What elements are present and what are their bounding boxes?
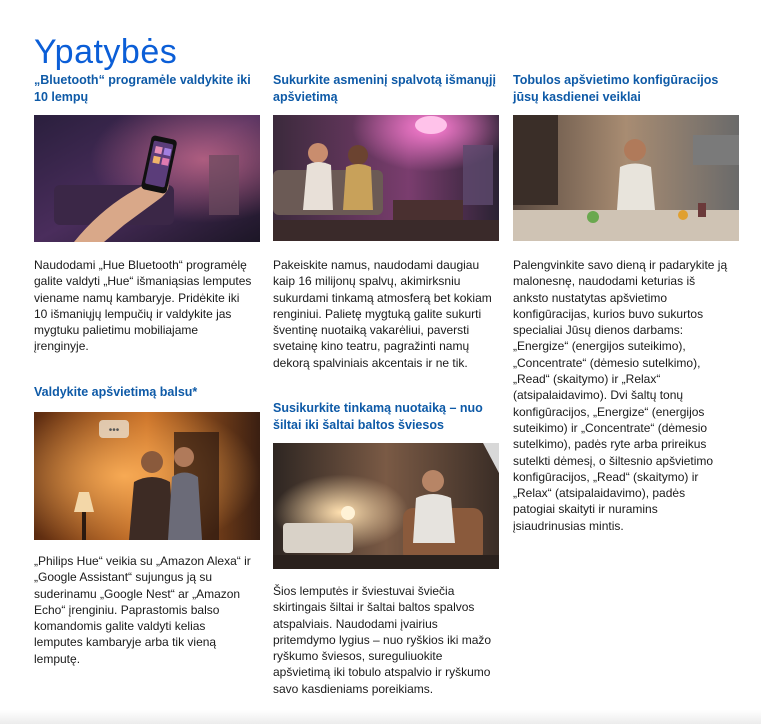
feature-body-voice: „Philips Hue“ veikia su „Amazon Alexa“ ir „Google Assistant“ sujungus ją su suderinamu „Google Nest“ ar „Amazon Echo“ įrenginiu. Paprastomis balso komandomis galite valdyti kelias lemputes kambaryje arba tik vieną lemputę. bbox=[34, 554, 251, 666]
page-title: Ypatybės bbox=[34, 32, 178, 71]
photo-bluetooth-app bbox=[34, 115, 260, 242]
photo-kitchen-scenes bbox=[513, 115, 739, 241]
feature-title-color: Sukurkite asmeninį spalvotą išmanųjį apšvietimą bbox=[273, 73, 496, 104]
bottom-fade bbox=[0, 710, 761, 724]
column-2 bbox=[273, 72, 501, 702]
column-3 bbox=[513, 72, 741, 572]
feature-title-white: Susikurkite tinkamą nuotaiką – nuo šiltai iki šaltai baltos šviesos bbox=[273, 401, 483, 432]
feature-title-bluetooth: „Bluetooth“ programėle valdykite iki 10 lempų bbox=[34, 73, 251, 104]
column-1 bbox=[34, 72, 262, 672]
feature-body-white: Šios lemputės ir šviestuvai šviečia skirtingais šiltai ir šaltai baltos spalvos atspalviais. Naudodami įvairius pritemdymo lygius – nuo ryškios iki mažo ryškumo šviesos, sureguliuokite apšvietimą iki tobulo atspalvio ir ryškumo savo kasdieniams poreikiams. bbox=[273, 584, 492, 696]
photo-white-ambiance bbox=[273, 443, 499, 569]
feature-body-scenes: Palengvinkite savo dieną ir padarykite ją malonesnę, naudodami keturias iš anksto nustatytas apšvietimo konfigūracijas, kurios buvo sukurtos specialiai Jūsų dienos darbams: „Energize“ (energijos suteikimo), „Concentrate“ (dėmesio sutelkimo), „Read“ (skaitymo) ir „Relax“ (atsipalaidavimo). Dvi šaltų tonų konfigūracijos, „Energize“ (energijos suteikimo) ir „Concentrate“ (dėmesio sutelkimo), padės ryte arba prireikus sutelkti dėmesį, o šiltesnio apšvietimo konfigūracijos, „Read“ (skaitymo) ir „Relax“ (atsipalaidavimo), padės patogiai skaityti ir nuramins įsiaudrinusias mintis. bbox=[513, 258, 728, 533]
speaker-notification-badge: ••• bbox=[108, 425, 120, 436]
photo-colour-lighting bbox=[273, 115, 499, 241]
feature-body-bluetooth: Naudodami „Hue Bluetooth“ programėlę galite valdyti „Hue“ išmaniąsias lemputes viename namų kambaryje. Pridėkite iki 10 išmaniųjų lempučių ir valdykite jas mygtuku palietimu mobiliajame įrenginyje. bbox=[34, 258, 252, 354]
feature-title-voice: Valdykite apšvietimą balsu* bbox=[34, 385, 198, 399]
photo-voice-control bbox=[34, 412, 260, 540]
feature-body-color: Pakeiskite namus, naudodami daugiau kaip 16 milijonų spalvų, akimirksniu sukurdami tinkamą atmosferą bet kokiam renginiui. Palietę mygtuką galite sukurti šventinę nuotaiką vakarėliui, paversti svetainę kino teatru, pagražinti namų dekorą spalviniais akcentais ir ne tik. bbox=[273, 258, 492, 370]
feature-title-scenes: Tobulos apšvietimo konfigūracijos jūsų kasdienei veiklai bbox=[513, 73, 719, 104]
